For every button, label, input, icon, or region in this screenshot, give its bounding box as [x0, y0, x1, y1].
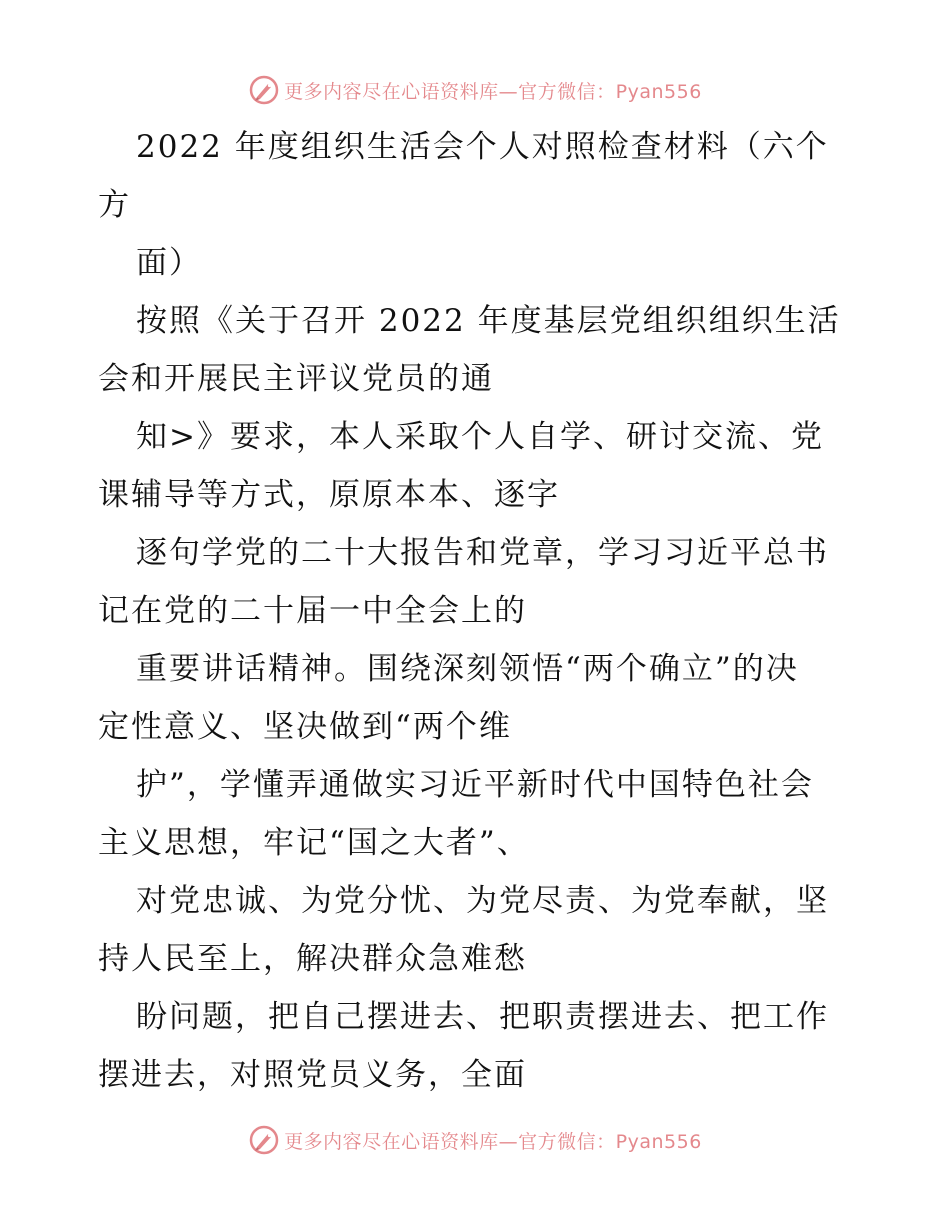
- text-line: 盼问题，把自己摆进去、把职责摆进去、把工作: [136, 999, 829, 1035]
- watermark-text: 更多内容尽在心语资料库—官方微信：Pyan556: [284, 80, 702, 103]
- text-line: 按照《关于召开 2022 年度基层党组织组织生活: [136, 303, 841, 339]
- text-line: 主义思想，牢记“国之大者”、: [98, 825, 530, 861]
- text-line: 逐句学党的二十大报告和党章，学习习近平总书: [136, 535, 829, 571]
- text-line: 知>》要求，本人采取个人自学、研讨交流、党: [136, 419, 824, 455]
- header-watermark: [0, 70, 950, 110]
- text-line: 2022 年度组织生活会个人对照检查材料（六个: [136, 129, 829, 165]
- pen-nib-icon: [248, 1124, 280, 1156]
- text-line: 方: [98, 187, 131, 223]
- text-line: 重要讲话精神。围绕深刻领悟“两个确立”的决: [136, 651, 799, 687]
- footer-watermark: [0, 1120, 950, 1160]
- text-line: 会和开展民主评议党员的通: [98, 361, 494, 397]
- text-line: 定性意义、坚决做到“两个维: [98, 709, 512, 745]
- text-line: 摆进去，对照党员义务，全面: [98, 1057, 527, 1093]
- watermark-text: 更多内容尽在心语资料库—官方微信：Pyan556: [284, 1130, 702, 1153]
- text-line: 记在党的二十届一中全会上的: [98, 593, 527, 629]
- text-line: 课辅导等方式，原原本本、逐字: [98, 477, 560, 513]
- text-line: 对党忠诚、为党分忧、为党尽责、为党奉献，坚: [136, 883, 829, 919]
- document-body: [98, 118, 858, 1104]
- text-line: 面）: [136, 245, 202, 281]
- pen-nib-icon: [248, 74, 280, 106]
- text-line: 持人民至上，解决群众急难愁: [98, 941, 527, 977]
- text-line: 护”，学懂弄通做实习近平新时代中国特色社会: [136, 767, 814, 803]
